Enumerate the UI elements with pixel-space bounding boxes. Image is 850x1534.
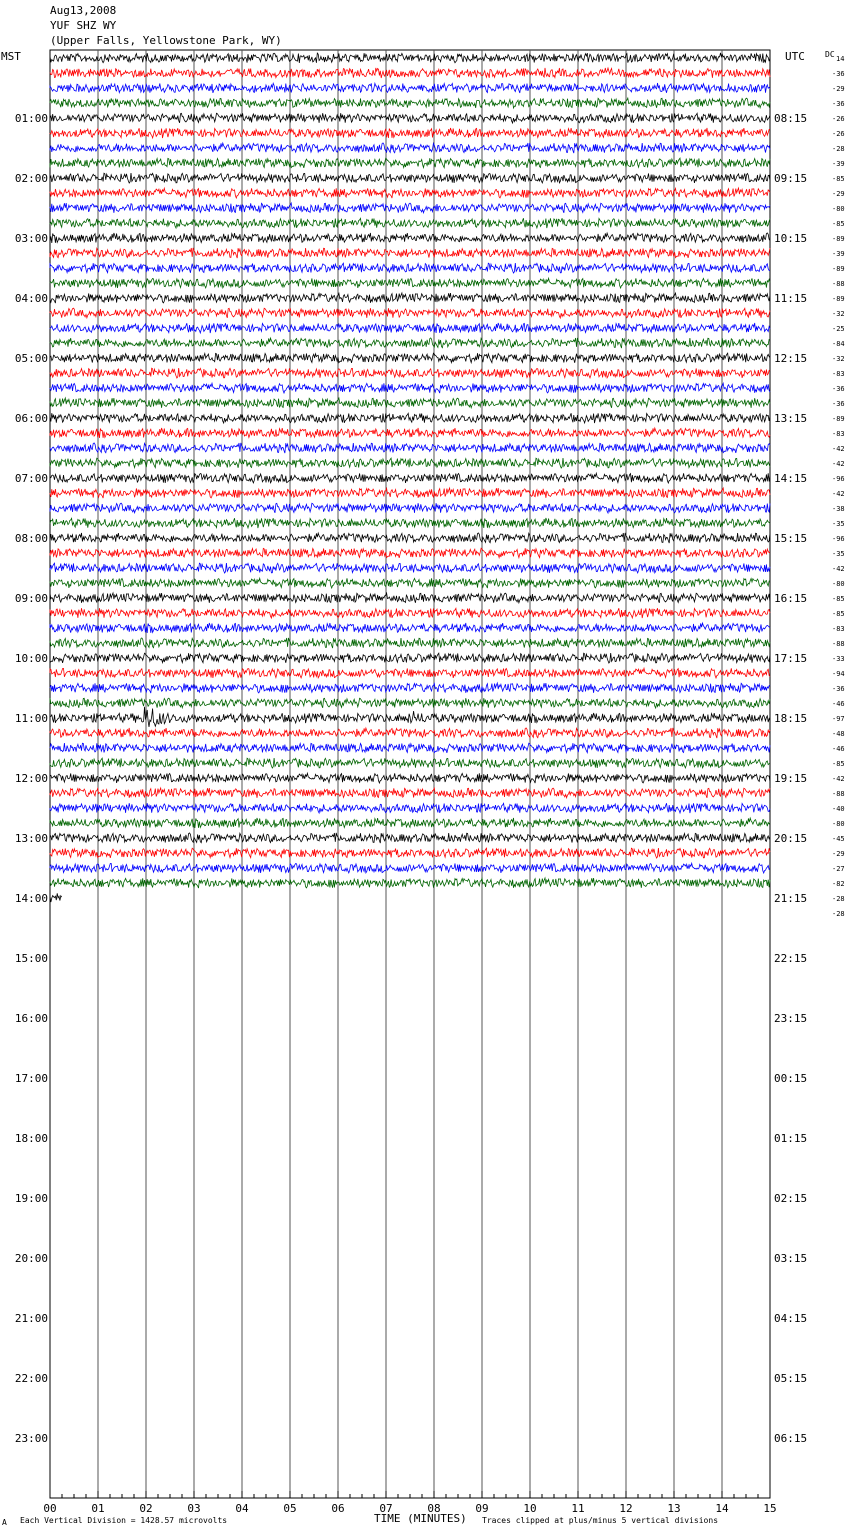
utc-hour-label: 05:15 — [774, 1372, 808, 1385]
mst-hour-label: 19:00 — [14, 1192, 48, 1205]
trace-row — [50, 113, 770, 123]
trace-row — [50, 248, 770, 258]
x-tick-label: 07 — [379, 1502, 393, 1515]
trace-row — [50, 707, 770, 727]
mst-hour-label: 13:00 — [14, 832, 48, 845]
utc-hour-label: 21:15 — [774, 892, 808, 905]
utc-hour-label: 11:15 — [774, 292, 808, 305]
trace-row — [50, 188, 770, 198]
utc-hour-label: 23:15 — [774, 1012, 808, 1025]
dc-offset-label: -85 — [832, 610, 845, 618]
trace-row — [50, 488, 770, 498]
x-tick-label: 01 — [91, 1502, 105, 1515]
dc-offset-label: -96 — [832, 475, 845, 483]
trace-row — [50, 863, 770, 873]
trace-row — [50, 728, 770, 738]
dc-offset-label: -40 — [832, 805, 845, 813]
trace-row — [50, 308, 770, 318]
dc-offset-label: -29 — [832, 85, 845, 93]
scale-note: Each Vertical Division = 1428.57 microvolts — [20, 1516, 228, 1525]
dc-offset-label: -39 — [832, 160, 845, 168]
trace-row — [50, 683, 770, 693]
dc-offset-label: -89 — [832, 235, 845, 243]
x-tick-label: 04 — [235, 1502, 249, 1515]
trace-row — [50, 593, 770, 603]
dc-offset-label: -36 — [832, 100, 845, 108]
trace-row — [50, 293, 770, 303]
dc-offset-first: 14 — [836, 55, 845, 63]
dc-offset-label: -26 — [832, 130, 845, 138]
mst-hour-label: 21:00 — [14, 1312, 48, 1325]
trace-row — [50, 698, 770, 708]
mst-hour-label: 12:00 — [14, 772, 48, 785]
utc-hour-label: 09:15 — [774, 172, 808, 185]
dc-offset-label: -85 — [832, 760, 845, 768]
x-tick-label: 10 — [523, 1502, 537, 1515]
utc-hour-label: 14:15 — [774, 472, 808, 485]
x-tick-label: 14 — [715, 1502, 729, 1515]
left-timezone-label: MST — [1, 50, 21, 63]
mst-hour-label: 22:00 — [14, 1372, 48, 1385]
trace-row — [50, 668, 770, 678]
trace-row — [50, 98, 770, 108]
station-code: YUF SHZ WY — [50, 19, 117, 32]
dc-offset-label: -25 — [832, 325, 845, 333]
trace-row — [50, 503, 770, 513]
mst-hour-label: 11:00 — [14, 712, 48, 725]
dc-offset-label: -94 — [832, 670, 845, 678]
utc-hour-label: 13:15 — [774, 412, 808, 425]
dc-offset-label: -42 — [832, 565, 845, 573]
dc-offset-label: -29 — [832, 850, 845, 858]
utc-hour-label: 08:15 — [774, 112, 808, 125]
mst-hour-label: 09:00 — [14, 592, 48, 605]
x-tick-label: 09 — [475, 1502, 489, 1515]
dc-offset-label: -38 — [832, 505, 845, 513]
trace-row — [50, 83, 770, 93]
trace-row — [50, 338, 770, 348]
mst-hour-label: 16:00 — [14, 1012, 48, 1025]
trace-row — [50, 743, 770, 753]
dc-offset-label: -35 — [832, 550, 845, 558]
dc-offset-label: -26 — [832, 115, 845, 123]
mst-hour-label: 17:00 — [14, 1072, 48, 1085]
dc-offset-label: -27 — [832, 865, 845, 873]
mst-hour-label: 14:00 — [14, 892, 48, 905]
trace-row — [50, 563, 770, 573]
footer-mark: A — [2, 1518, 7, 1527]
mst-hour-label: 20:00 — [14, 1252, 48, 1265]
dc-offset-label: -42 — [832, 775, 845, 783]
dc-offset-label: -83 — [832, 430, 845, 438]
utc-hour-label: 17:15 — [774, 652, 808, 665]
trace-row — [50, 473, 770, 483]
dc-offset-label: -46 — [832, 745, 845, 753]
dc-offset-label: -83 — [832, 370, 845, 378]
mst-hour-label: 05:00 — [14, 352, 48, 365]
plot-date: Aug13,2008 — [50, 4, 117, 17]
dc-offset-label: -85 — [832, 175, 845, 183]
trace-row — [50, 653, 770, 663]
utc-hour-label: 01:15 — [774, 1132, 808, 1145]
dc-offset-label: -96 — [832, 535, 845, 543]
dc-offset-label: -80 — [832, 580, 845, 588]
trace-row — [50, 803, 770, 813]
dc-offset-label: -36 — [832, 385, 845, 393]
mst-hour-label: 04:00 — [14, 292, 48, 305]
dc-offset-label: -35 — [832, 520, 845, 528]
utc-hour-label: 04:15 — [774, 1312, 808, 1325]
trace-row — [50, 608, 770, 618]
dc-offset-label: -42 — [832, 490, 845, 498]
trace-row — [50, 353, 770, 363]
utc-hour-label: 19:15 — [774, 772, 808, 785]
x-tick-label: 15 — [763, 1502, 777, 1515]
trace-row — [50, 68, 770, 78]
trace-row — [50, 773, 770, 783]
trace-row — [50, 548, 770, 558]
dc-offset-label: -89 — [832, 415, 845, 423]
utc-hour-label: 00:15 — [774, 1072, 808, 1085]
dc-offset-label: -84 — [832, 340, 845, 348]
trace-row — [50, 518, 770, 528]
utc-hour-label: 15:15 — [774, 532, 808, 545]
dc-offset-label: -89 — [832, 265, 845, 273]
mst-hour-label: 01:00 — [14, 112, 48, 125]
dc-offset-label: -33 — [832, 655, 845, 663]
x-tick-label: 12 — [619, 1502, 633, 1515]
x-tick-label: 08 — [427, 1502, 441, 1515]
station-location: (Upper Falls, Yellowstone Park, WY) — [50, 34, 282, 47]
trace-row — [50, 383, 770, 393]
dc-offset-label: -36 — [832, 685, 845, 693]
dc-offset-label: -32 — [832, 310, 845, 318]
right-timezone-label: UTC — [785, 50, 805, 63]
dc-offset-label: -88 — [832, 280, 845, 288]
dc-offset-label: -83 — [832, 625, 845, 633]
trace-row — [50, 218, 770, 228]
trace-row — [50, 638, 770, 648]
dc-offset-label: -45 — [832, 835, 845, 843]
utc-hour-label: 10:15 — [774, 232, 808, 245]
dc-offset-label: -29 — [832, 190, 845, 198]
trace-row — [50, 788, 770, 798]
dc-offset-label: -42 — [832, 460, 845, 468]
trace-row — [50, 278, 770, 288]
dc-offset-label: -48 — [832, 730, 845, 738]
utc-hour-label: 18:15 — [774, 712, 808, 725]
dc-offset-label: -28 — [832, 895, 845, 903]
utc-hour-label: 16:15 — [774, 592, 808, 605]
utc-hour-label: 02:15 — [774, 1192, 808, 1205]
trace-row — [50, 173, 770, 183]
trace-row — [50, 398, 770, 408]
utc-hour-label: 12:15 — [774, 352, 808, 365]
trace-row — [50, 53, 770, 63]
x-tick-label: 06 — [331, 1502, 345, 1515]
dc-offset-label: -28 — [832, 145, 845, 153]
dc-offset-label: -36 — [832, 70, 845, 78]
trace-row — [50, 428, 770, 438]
trace-row — [50, 323, 770, 333]
x-tick-label: 11 — [571, 1502, 585, 1515]
trace-row — [50, 848, 770, 858]
trace-row — [50, 203, 770, 213]
dc-offset-label: -82 — [832, 880, 845, 888]
dc-offset-label: -28 — [832, 910, 845, 918]
mst-hour-label: 08:00 — [14, 532, 48, 545]
x-tick-label: 05 — [283, 1502, 297, 1515]
trace-row — [50, 818, 770, 828]
mst-hour-label: 18:00 — [14, 1132, 48, 1145]
trace-row — [50, 263, 770, 273]
trace-row — [50, 458, 770, 468]
utc-hour-label: 20:15 — [774, 832, 808, 845]
utc-hour-label: 03:15 — [774, 1252, 808, 1265]
dc-offset-label: -88 — [832, 790, 845, 798]
trace-row — [50, 158, 770, 168]
trace-row — [50, 623, 770, 633]
dc-offset-label: -85 — [832, 220, 845, 228]
dc-offset-label: -36 — [832, 400, 845, 408]
x-tick-label: 13 — [667, 1502, 681, 1515]
utc-hour-label: 22:15 — [774, 952, 808, 965]
trace-row — [50, 368, 770, 378]
trace-row — [50, 128, 770, 138]
trace-row — [50, 533, 770, 543]
mst-hour-label: 10:00 — [14, 652, 48, 665]
dc-offset-label: -39 — [832, 250, 845, 258]
dc-offset-label: -89 — [832, 295, 845, 303]
mst-hour-label: 03:00 — [14, 232, 48, 245]
dc-offset-label: -46 — [832, 700, 845, 708]
dc-offset-label: -97 — [832, 715, 845, 723]
trace-row — [50, 578, 770, 588]
mst-hour-label: 23:00 — [14, 1432, 48, 1445]
dc-offset-label: -88 — [832, 640, 845, 648]
dc-label: DC — [825, 50, 835, 59]
mst-hour-label: 02:00 — [14, 172, 48, 185]
dc-offset-label: -80 — [832, 205, 845, 213]
dc-offset-label: -42 — [832, 445, 845, 453]
trace-row — [50, 143, 770, 153]
trace-row — [50, 893, 62, 902]
x-tick-label: 02 — [139, 1502, 153, 1515]
mst-hour-label: 15:00 — [14, 952, 48, 965]
trace-row — [50, 233, 770, 243]
x-axis-title: TIME (MINUTES) — [374, 1512, 467, 1525]
clip-note: Traces clipped at plus/minus 5 vertical divisions — [482, 1516, 719, 1525]
dc-offset-label: -32 — [832, 355, 845, 363]
mst-hour-label: 07:00 — [14, 472, 48, 485]
x-tick-label: 00 — [43, 1502, 57, 1515]
trace-row — [50, 443, 770, 453]
mst-hour-label: 06:00 — [14, 412, 48, 425]
trace-row — [50, 878, 770, 888]
trace-row — [50, 413, 770, 423]
trace-row — [50, 833, 770, 843]
utc-hour-label: 06:15 — [774, 1432, 808, 1445]
x-tick-label: 03 — [187, 1502, 201, 1515]
trace-row — [50, 758, 770, 768]
dc-offset-label: -85 — [832, 595, 845, 603]
dc-offset-label: -80 — [832, 820, 845, 828]
